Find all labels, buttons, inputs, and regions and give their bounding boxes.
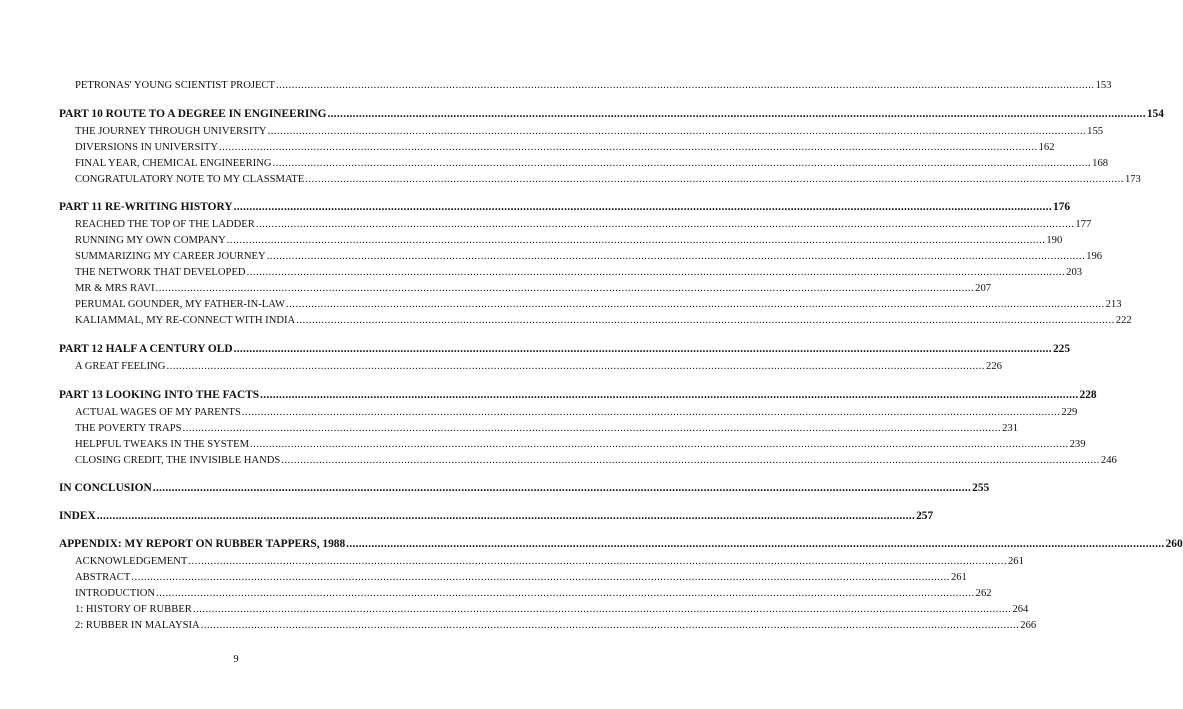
toc-title: THE JOURNEY THROUGH UNIVERSITY — [75, 126, 267, 137]
dot-leader: .................................................................................................................................................................................................................................................................... — [286, 299, 1105, 310]
toc-page-number: 176 — [1052, 201, 1071, 213]
toc-entry — [75, 234, 1063, 248]
dot-leader: .................................................................................................................................................................................................................................................................... — [346, 538, 1165, 550]
toc-entry — [75, 603, 1029, 617]
toc-page-number: 168 — [1092, 158, 1109, 169]
dot-leader: .................................................................................................................................................................................................................................................................... — [281, 455, 1100, 466]
toc-entry — [75, 360, 1002, 374]
toc-title: CONGRATULATORY NOTE TO MY CLASSMATE — [75, 174, 305, 185]
toc-page-number: 177 — [1075, 219, 1092, 230]
dot-leader: .................................................................................................................................................................................................................................................................... — [275, 80, 1095, 91]
toc-title: THE NETWORK THAT DEVELOPED — [75, 267, 246, 278]
dot-leader: .................................................................................................................................................................................................................................................................... — [266, 251, 1086, 262]
toc-page-number: 155 — [1087, 126, 1104, 137]
dot-leader: .................................................................................................................................................................................................................................................................... — [246, 267, 1066, 278]
toc-title: PART 10 ROUTE TO A DEGREE IN ENGINEERING — [59, 108, 327, 120]
toc-title: HELPFUL TWEAKS IN THE SYSTEM — [75, 439, 250, 450]
toc-page-number: 229 — [1061, 407, 1078, 418]
dot-leader: .................................................................................................................................................................................................................................................................... — [96, 510, 916, 522]
toc-title: ACKNOWLEDGEMENT — [75, 556, 188, 567]
toc-page-number: 260 — [1165, 538, 1183, 550]
dot-leader: .................................................................................................................................................................................................................................................................... — [260, 389, 1079, 401]
toc-entry — [75, 79, 1112, 93]
toc-page-number: 213 — [1105, 299, 1122, 310]
toc-title: MR & MRS RAVI — [75, 283, 155, 294]
toc-page-number: 196 — [1086, 251, 1103, 262]
toc-page-number: 231 — [1002, 423, 1018, 434]
toc-title: PERUMAL GOUNDER, MY FATHER-IN-LAW — [75, 299, 286, 310]
toc-entry — [75, 298, 1122, 312]
dot-leader: .................................................................................................................................................................................................................................................................... — [296, 315, 1115, 326]
toc-page-number: 246 — [1100, 455, 1117, 466]
dot-leader: .................................................................................................................................................................................................................................................................... — [327, 108, 1146, 120]
toc-title: CLOSING CREDIT, THE INVISIBLE HANDS — [75, 455, 281, 466]
toc-entry — [75, 314, 1132, 328]
toc-section-heading — [59, 388, 1097, 402]
toc-page-number: 266 — [1020, 620, 1037, 631]
toc-page-number: 222 — [1115, 315, 1132, 326]
toc-page-number: 257 — [916, 510, 934, 522]
toc-title: SUMMARIZING MY CAREER JOURNEY — [75, 251, 266, 262]
toc-title: FINAL YEAR, CHEMICAL ENGINEERING — [75, 158, 272, 169]
dot-leader: .................................................................................................................................................................................................................................................................... — [131, 572, 950, 583]
toc-title: 2: RUBBER IN MALAYSIA — [75, 620, 200, 631]
toc-title: KALIAMMAL, MY RE-CONNECT WITH INDIA — [75, 315, 296, 326]
dot-leader: .................................................................................................................................................................................................................................................................... — [152, 482, 972, 494]
toc-page-number: 162 — [1038, 142, 1055, 153]
toc-page-number: 203 — [1066, 267, 1083, 278]
toc-title: PETRONAS' YOUNG SCIENTIST PROJECT — [75, 80, 275, 91]
toc-section-heading — [59, 342, 1071, 356]
toc-page-number: 225 — [1052, 343, 1071, 355]
toc-page-number: 173 — [1124, 174, 1141, 185]
toc-section-heading — [59, 537, 1183, 551]
toc-section-heading — [59, 200, 1071, 214]
toc-title: ABSTRACT — [75, 572, 131, 583]
toc-section-heading — [59, 481, 990, 495]
toc-title: PART 13 LOOKING INTO THE FACTS — [59, 389, 260, 401]
dot-leader: .................................................................................................................................................................................................................................................................... — [155, 283, 975, 294]
toc-entry — [75, 571, 967, 585]
toc-title: REACHED THE TOP OF THE LADDER — [75, 219, 255, 230]
toc-title: APPENDIX: MY REPORT ON RUBBER TAPPERS, 1988 — [59, 538, 346, 550]
toc-title: 1: HISTORY OF RUBBER — [75, 604, 192, 615]
dot-leader: .................................................................................................................................................................................................................................................................... — [305, 174, 1124, 185]
toc-page-number: 154 — [1146, 108, 1164, 120]
toc-entry — [75, 218, 1092, 232]
dot-leader: .................................................................................................................................................................................................................................................................... — [233, 343, 1052, 355]
toc-entry — [75, 250, 1103, 264]
toc-entry — [75, 406, 1078, 420]
dot-leader: .................................................................................................................................................................................................................................................................... — [267, 126, 1087, 137]
toc-entry — [75, 454, 1117, 468]
toc-entry — [75, 282, 992, 296]
toc-entry — [75, 125, 1104, 139]
toc-title: DIVERSIONS IN UNIVERSITY — [75, 142, 219, 153]
dot-leader: .................................................................................................................................................................................................................................................................... — [192, 604, 1012, 615]
dot-leader: .................................................................................................................................................................................................................................................................... — [182, 423, 1002, 434]
dot-leader: .................................................................................................................................................................................................................................................................... — [166, 361, 986, 372]
toc-entry — [75, 555, 1024, 569]
toc-entry — [75, 266, 1083, 280]
toc-page-number: 228 — [1079, 389, 1097, 401]
toc-page-number: 262 — [975, 588, 992, 599]
dot-leader: .................................................................................................................................................................................................................................................................... — [188, 556, 1007, 567]
toc-entry — [75, 438, 1086, 452]
toc-page-number: 261 — [1008, 556, 1024, 567]
dot-leader: .................................................................................................................................................................................................................................................................... — [272, 158, 1092, 169]
dot-leader: .................................................................................................................................................................................................................................................................... — [233, 201, 1052, 213]
toc-entry — [75, 141, 1055, 155]
dot-leader: .................................................................................................................................................................................................................................................................... — [200, 620, 1020, 631]
toc-entry — [75, 157, 1109, 171]
toc-title: ACTUAL WAGES OF MY PARENTS — [75, 407, 241, 418]
toc-title: INTRODUCTION — [75, 588, 156, 599]
toc-title: THE POVERTY TRAPS — [75, 423, 182, 434]
toc-title: PART 11 RE-WRITING HISTORY — [59, 201, 233, 213]
toc-title: IN CONCLUSION — [59, 482, 152, 494]
toc-entry — [75, 619, 1037, 633]
toc-entry — [75, 173, 1141, 187]
toc-section-heading — [59, 509, 934, 523]
dot-leader: .................................................................................................................................................................................................................................................................... — [241, 407, 1061, 418]
dot-leader: .................................................................................................................................................................................................................................................................... — [219, 142, 1038, 153]
toc-title: INDEX — [59, 510, 96, 522]
dot-leader: .................................................................................................................................................................................................................................................................... — [250, 439, 1069, 450]
toc-page-number: 190 — [1046, 235, 1063, 246]
toc-page-number: 264 — [1012, 604, 1029, 615]
page-number: 9 — [233, 654, 239, 665]
toc-page-number: 207 — [975, 283, 992, 294]
toc-title: RUNNING MY OWN COMPANY — [75, 235, 226, 246]
toc-title: PART 12 HALF A CENTURY OLD — [59, 343, 233, 355]
dot-leader: .................................................................................................................................................................................................................................................................... — [255, 219, 1075, 230]
toc-page-number: 153 — [1095, 80, 1112, 91]
toc-page-number: 239 — [1069, 439, 1086, 450]
toc-section-heading — [59, 107, 1164, 121]
dot-leader: .................................................................................................................................................................................................................................................................... — [226, 235, 1046, 246]
toc-page-number: 255 — [972, 482, 990, 494]
toc-page-number: 261 — [950, 572, 967, 583]
dot-leader: .................................................................................................................................................................................................................................................................... — [156, 588, 975, 599]
toc-entry — [75, 587, 992, 601]
toc-page-number: 226 — [986, 361, 1002, 372]
toc-entry — [75, 422, 1018, 436]
toc-title: A GREAT FEELING — [75, 361, 166, 372]
